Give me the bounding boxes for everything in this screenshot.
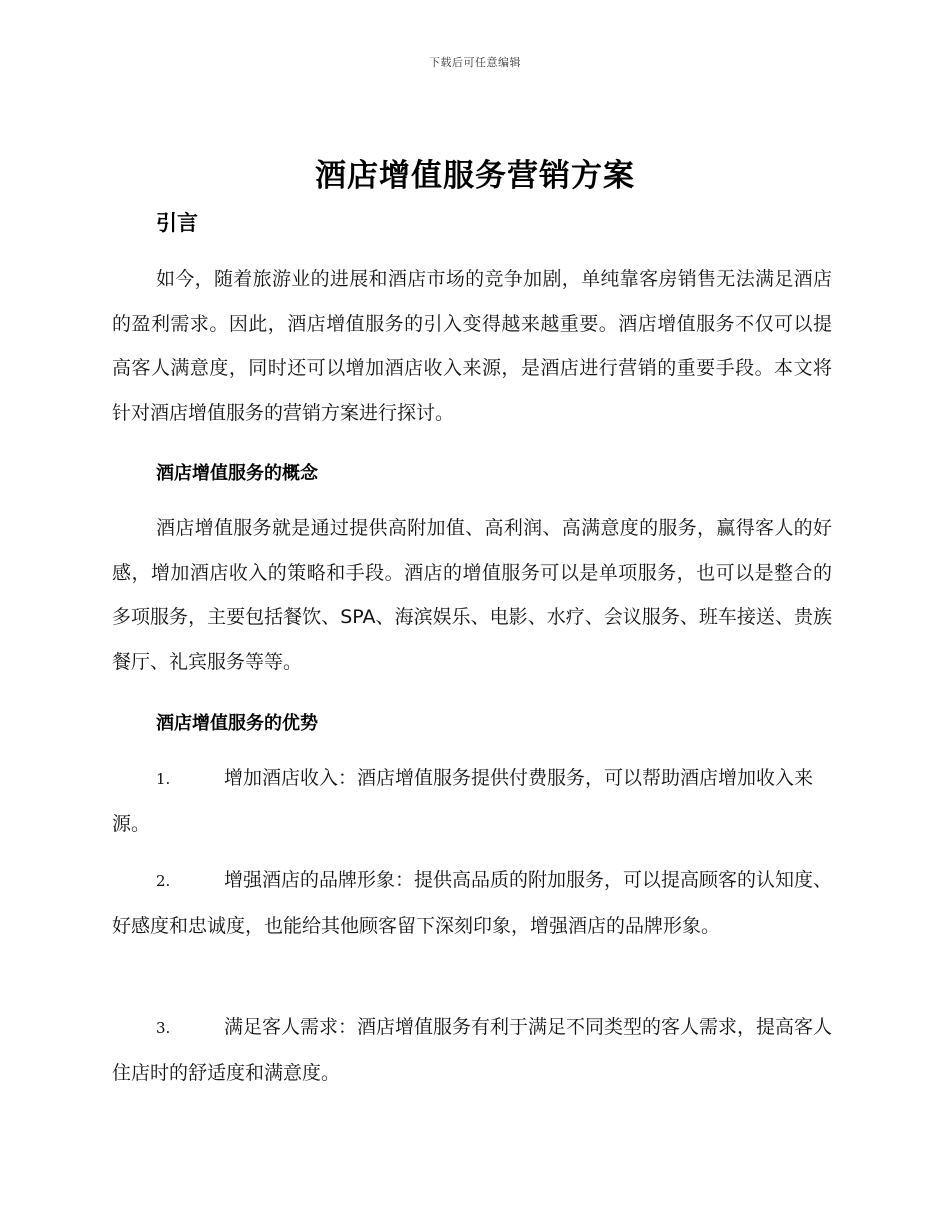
list-item-text: 增强酒店的品牌形象：提供高品质的附加服务，可以提高顾客的认知度、好感度和忠诚度，也能给其他顾客留下深刻印象，增强酒店的品牌形象。 — [112, 869, 833, 937]
list-number: 1. — [156, 770, 171, 788]
list-item-text: 满足客人需求：酒店增值服务有利于满足不同类型的客人需求，提高客人住店时的舒适度和满意度。 — [112, 1016, 833, 1084]
advantage-list-item — [112, 1005, 832, 1095]
list-item-text: 增加酒店收入：酒店增值服务提供付费服务，可以帮助酒店增加收入来源。 — [112, 767, 814, 835]
list-number: 3. — [156, 1019, 171, 1037]
advantages-heading: 酒店增值服务的优势 — [156, 713, 318, 734]
document-title: 酒店增值服务营销方案 — [315, 158, 635, 194]
concept-paragraph: 酒店增值服务就是通过提供高附加值、高利润、高满意度的服务，赢得客人的好感，增加酒店收入的策略和手段。酒店的增值服务可以是单项服务，也可以是整合的多项服务，主要包括餐饮、SPA、海滨娱乐、电影、水疗、会议服务、班车接送、贵族餐厅、礼宾服务等等。 — [112, 517, 832, 673]
intro-heading: 引言 — [156, 211, 198, 235]
intro-paragraph: 如今，随着旅游业的进展和酒店市场的竞争加剧，单纯靠客房销售无法满足酒店的盈利需求。因此，酒店增值服务的引入变得越来越重要。酒店增值服务不仅可以提高客人满意度，同时还可以增加酒店收入来源，是酒店进行营销的重要手段。本文将针对酒店增值服务的营销方案进行探讨。 — [112, 268, 832, 424]
advantage-list-item — [112, 756, 832, 846]
list-number: 2. — [156, 872, 171, 890]
advantage-list-item — [112, 858, 832, 948]
header-note: 下载后可任意编辑 — [429, 56, 521, 69]
concept-heading: 酒店增值服务的概念 — [156, 463, 318, 484]
